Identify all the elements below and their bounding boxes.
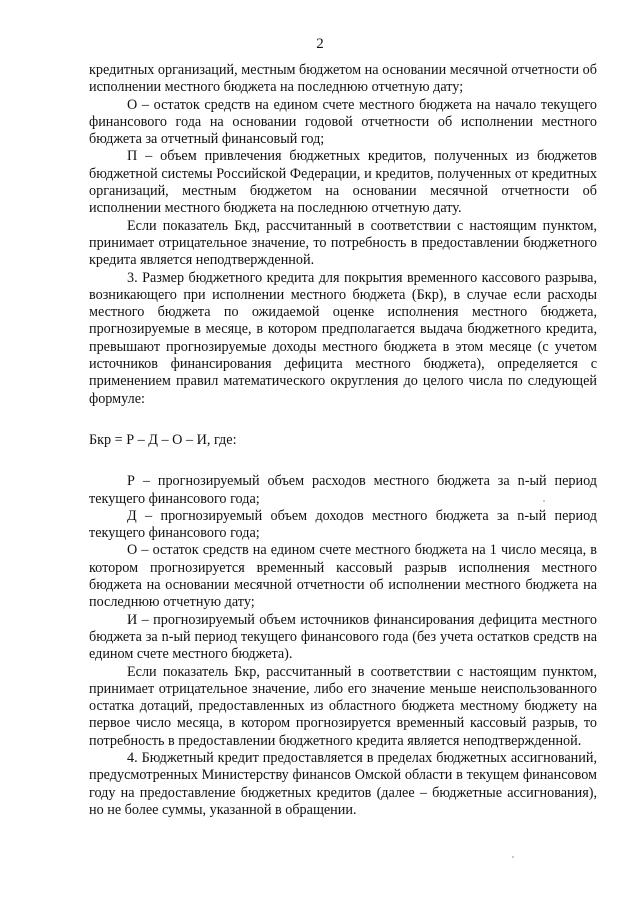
scan-speck bbox=[543, 500, 545, 502]
paragraph-continuation: кредитных организаций, местным бюджетом на основании месячной отчетности об исполнении местного бюджета на последнюю отчетную дату; bbox=[89, 62, 597, 96]
paragraph-definition-o2: О – остаток средств на едином счете местного бюджета на 1 число месяца, в котором прогнозируется временный кассовый разрыв исполнения местного бюджета на основании месячной отчетности об исполнении местного бюджета на последнюю отчетную дату; bbox=[89, 542, 597, 611]
paragraph-definition-r: Р – прогнозируемый объем расходов местного бюджета за n-ый период текущего финансового года; bbox=[89, 473, 597, 507]
paragraph-definition-d: Д – прогнозируемый объем доходов местного бюджета за n-ый период текущего финансового года; bbox=[89, 507, 597, 542]
paragraph-item-4: 4. Бюджетный кредит предоставляется в пределах бюджетных ассигнований, предусмотренных Министерству финансов Омской области в текущем финансовом году на предоставление бюджетных кредитов (далее – бюджетные ассигнования), но не более суммы, указанной в обращении. bbox=[89, 749, 597, 818]
document-body bbox=[89, 62, 597, 819]
page-number: 2 bbox=[316, 36, 324, 52]
paragraph-bkd-condition: Если показатель Бкд, рассчитанный в соответствии с настоящим пунктом, принимает отрицательное значение, то потребность в предоставлении бюджетного кредита является неподтвержденной. bbox=[89, 217, 597, 269]
paragraph-definition-i: И – прогнозируемый объем источников финансирования дефицита местного бюджета за n-ый период текущего финансового года (без учета остатков средств на едином счете местного бюджета). bbox=[89, 611, 597, 663]
formula-bkr: Бкр = Р – Д – О – И, где: bbox=[89, 431, 237, 448]
paragraph-item-3: 3. Размер бюджетного кредита для покрытия временного кассового разрыва, возникающего при исполнении местного бюджета (Бкр), в случае если расходы местного бюджета по ожидаемой оценке исполнения местного бюджета, прогнозируемые в месяце, в котором предполагается выдача бюджетного кредита, превышают прогнозируемые доходы местного бюджета в этом месяце (с учетом источников финансирования дефицита местного бюджета), определяется с применением правил математического округления до целого числа по следующей формуле: bbox=[89, 269, 597, 407]
paragraph-definition-o: О – остаток средств на едином счете местного бюджета на начало текущего финансового года на основании годовой отчетности об исполнении местного бюджета за отчетный финансовый год; bbox=[89, 96, 597, 148]
paragraph-definition-p: П – объем привлечения бюджетных кредитов, полученных из бюджетов бюджетной системы Российской Федерации, и кредитов, полученных от кредитных организаций, местным бюджетом на основании месячной отчетности об исполнении местного бюджета на последнюю отчетную дату. bbox=[89, 148, 597, 217]
scan-speck bbox=[512, 856, 514, 858]
paragraph-bkr-condition: Если показатель Бкр, рассчитанный в соответствии с настоящим пунктом, принимает отрицательное значение, либо его значение меньше неиспользованного остатка дотаций, предоставленных из областного бюджета местному бюджету на первое число месяца, в котором прогнозируется временный кассовый разрыв, то потребность в предоставлении бюджетного кредита является неподтвержденной. bbox=[89, 663, 597, 749]
